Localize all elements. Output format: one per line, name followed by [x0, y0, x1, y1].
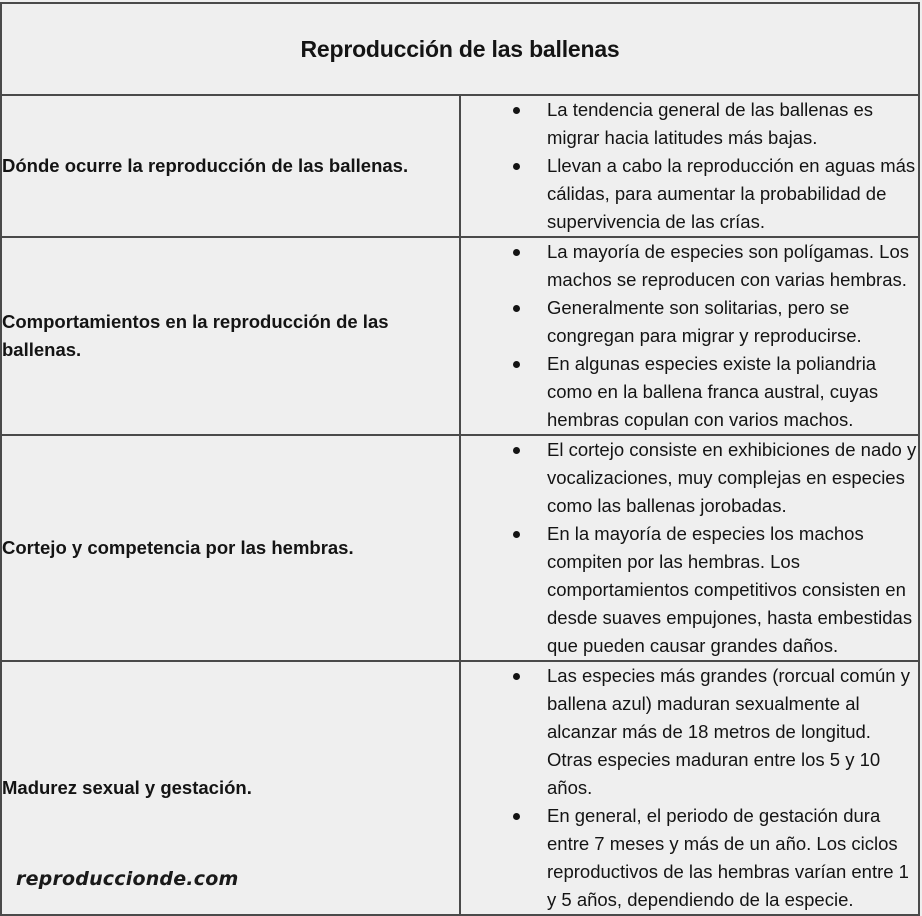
row-label: Dónde ocurre la reproducción de las ballenas. — [1, 95, 460, 237]
table-row — [1, 95, 919, 237]
bullet-text: El cortejo consiste en exhibiciones de nado y vocalizaciones, muy complejas en especies como las ballenas jorobadas. — [547, 439, 917, 516]
row-content — [460, 237, 919, 435]
reproduction-table — [0, 2, 920, 916]
site-watermark: reproduccionde.com — [16, 868, 239, 890]
bullet-item — [547, 436, 918, 520]
bullet-item — [547, 802, 918, 914]
row-content — [460, 661, 919, 915]
bullet-item — [547, 152, 918, 236]
bullet-item — [547, 294, 918, 350]
bullet-icon — [513, 249, 520, 256]
bullet-list — [461, 238, 918, 434]
bullet-item — [547, 350, 918, 434]
table-title: Reproducción de las ballenas — [1, 3, 919, 95]
table-row — [1, 237, 919, 435]
bullet-text: En la mayoría de especies los machos compiten por las hembras. Los comportamientos competitivos consisten en desde suaves empujones, hasta embestidas que pueden causar grandes daños. — [547, 523, 913, 656]
row-label: Madurez sexual y gestación. — [1, 661, 460, 915]
bullet-icon — [513, 305, 520, 312]
row-label: Comportamientos en la reproducción de las ballenas. — [1, 237, 460, 435]
bullet-text: Llevan a cabo la reproducción en aguas más cálidas, para aumentar la probabilidad de supervivencia de las crías. — [547, 155, 916, 232]
bullet-icon — [513, 447, 520, 454]
bullet-list — [461, 96, 918, 236]
bullet-item — [547, 96, 918, 152]
bullet-item — [547, 238, 918, 294]
bullet-text: En general, el periodo de gestación dura entre 7 meses y más de un año. Los ciclos reproductivos de las hembras varían entre 1 y 5 años, dependiendo de la especie. — [547, 805, 909, 910]
bullet-text: Generalmente son solitarias, pero se congregan para migrar y reproducirse. — [547, 297, 862, 346]
title-row — [1, 3, 919, 95]
bullet-list — [461, 436, 918, 660]
bullet-text: La mayoría de especies son polígamas. Los machos se reproducen con varias hembras. — [547, 241, 909, 290]
table-row — [1, 435, 919, 661]
bullet-icon — [513, 673, 520, 680]
row-label: Cortejo y competencia por las hembras. — [1, 435, 460, 661]
bullet-list — [461, 662, 918, 914]
bullet-icon — [513, 813, 520, 820]
bullet-icon — [513, 163, 520, 170]
row-content — [460, 435, 919, 661]
bullet-text: La tendencia general de las ballenas es migrar hacia latitudes más bajas. — [547, 99, 874, 148]
bullet-text: En algunas especies existe la poliandria como en la ballena franca austral, cuyas hembras copulan con varios machos. — [547, 353, 879, 430]
bullet-icon — [513, 107, 520, 114]
bullet-text: Las especies más grandes (rorcual común y ballena azul) maduran sexualmente al alcanzar más de 18 metros de longitud. Otras especies maduran entre los 5 y 10 años. — [547, 665, 910, 798]
row-content — [460, 95, 919, 237]
bullet-item — [547, 520, 918, 660]
bullet-icon — [513, 531, 520, 538]
bullet-icon — [513, 361, 520, 368]
bullet-item — [547, 662, 918, 802]
